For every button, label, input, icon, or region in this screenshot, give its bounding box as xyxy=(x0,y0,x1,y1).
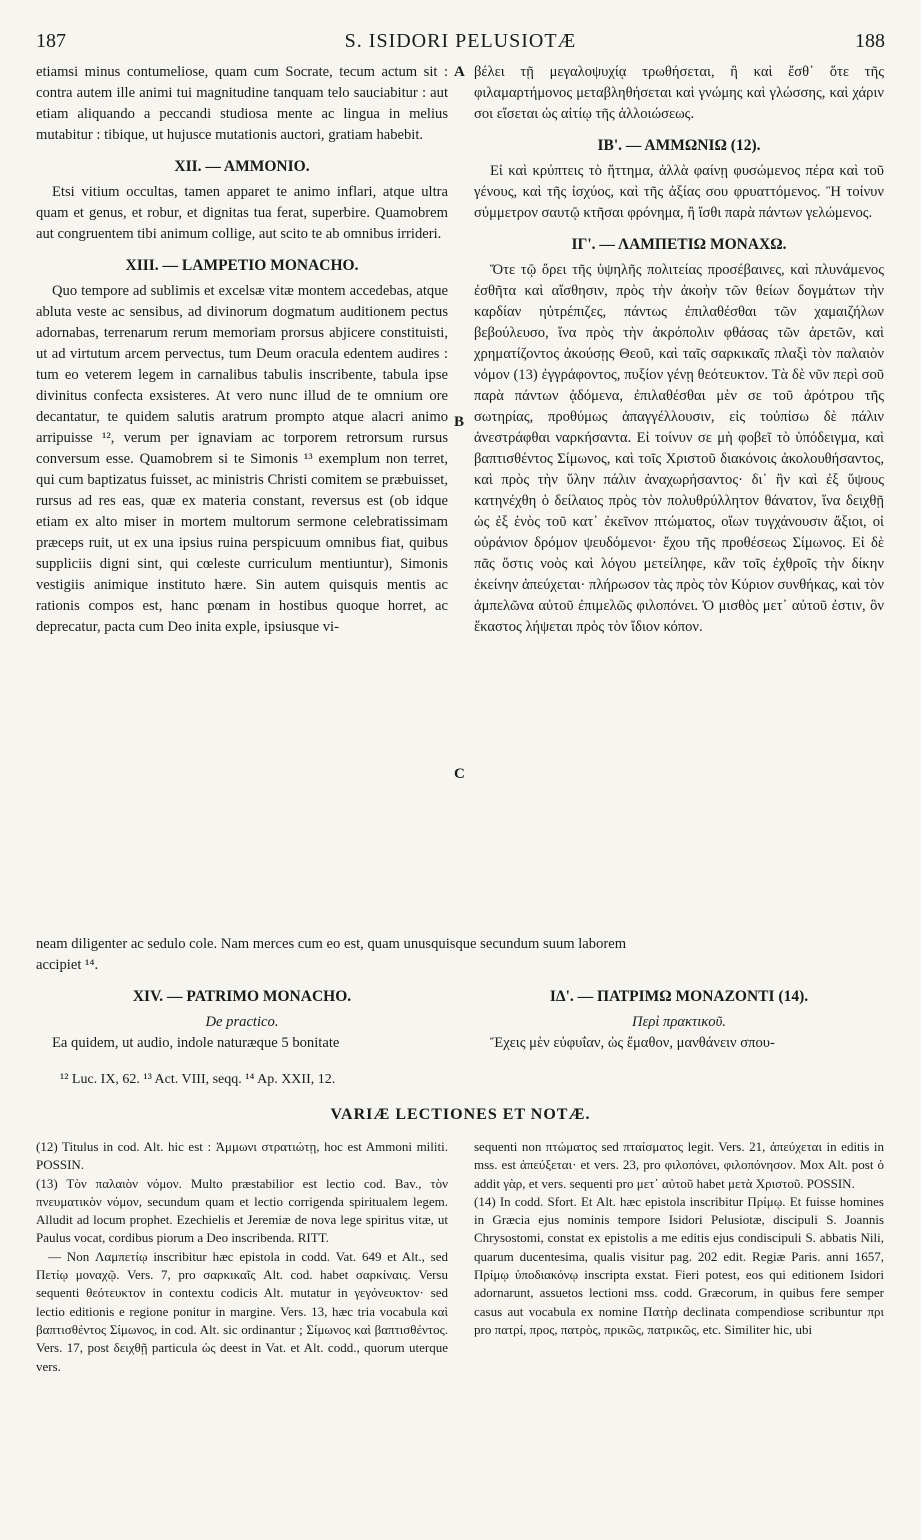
page-header xyxy=(36,30,885,58)
greek-letter-12: Εἰ καὶ κρύπτεις τὸ ἥττημα, ἀλλὰ φαίνῃ φυσώμενος πέρα καὶ τοῦ γένους, καὶ τῆς ἰσχύος, καὶ τῆς ἀξίας σου φρυαττόμενος. Ἢ τοίνυν σύμμετρον σαυτῷ κτῆσαι φρόνημα, ἢ ἴσθι παρὰ πάντων γελώμενος. xyxy=(474,163,884,221)
greek-intro: βέλει τῇ μεγαλοψυχίᾳ τρωθήσεται, ἢ καὶ ἔσθ᾽ ὅτε τῆς φιλαμαρτήμονος μεταβληθήσεται καὶ γνώμης καὶ γλώσσης, καὶ χάριν σοι εἴσεται ὡς αἰτίῳ τῆς ἀλλοιώσεως. xyxy=(474,64,884,122)
greek-column xyxy=(474,62,884,638)
latin-intro: etiamsi minus contumeliose, quam cum Socrate, tecum actum sit : contra autem ille animi tui magnitudine tanquam telo sauciabitur : aut etiam aliquando a peccandi studiosa mente ac lingua in melius mutabitur : tibique, ut hujusce mutationis auctori, gratiam habebit. xyxy=(36,64,448,143)
latin-letter-14: Ea quidem, ut audio, indole naturæque 5 bonitate xyxy=(52,1035,340,1051)
page-number-right: 188 xyxy=(855,30,885,52)
page-number-left: 187 xyxy=(36,30,66,52)
latin-column xyxy=(36,62,448,638)
latin-heading-12: XII. — AMMONIO. xyxy=(174,158,310,175)
latin-heading-14: XIV. — PATRIMO MONACHO. xyxy=(132,988,352,1005)
notes-right-column xyxy=(474,1138,884,1339)
latin-heading-13: XIII. — LAMPETIO MONACHO. xyxy=(125,257,359,274)
greek-letter-14: Ἔχεις μὲν εὐφυΐαν, ὡς ἔμαθον, μανθάνειν σπου- xyxy=(490,1035,775,1051)
latin-after: accipiet ¹⁴. xyxy=(36,957,99,973)
greek-heading-12: ΙΒ'. — ΑΜΜΩΝΙΩ (12). xyxy=(597,137,761,154)
greek-heading-14: ΙΔ'. — ΠΑΤΡΙΜΩ ΜΟΝΑΖΟΝΤΙ (14). xyxy=(549,988,809,1005)
note-paragraph: (13) Τὸν παλαιὸν νόμον. Multo præstabilior est lectio cod. Bav., τὸν πνευματικὸν νόμον, secundum quam et lectio corrigenda spiritualem legem. Alludit ad locum prophet. Ezechielis et Jeremiæ de nova lege spiritus vitæ, ut Paulus vocat, cordibus piorum a Deo inscribenda. RITT. xyxy=(36,1175,448,1246)
greek-letter-13: Ὅτε τῷ ὄρει τῆς ὑψηλῆς πολιτείας προσέβαινες, καὶ πλυνάμενος ἐσθῆτα καὶ αἴσθησιν, πρὸς τὴν ἀκοὴν τῶν θείων δογμάτων τὴν καρδίαν ηὐτρέπιζες, πάντως ἐπιλαθέσθαι τῶν χαμαιζήλων βεβούλευσο, ἵνα πρὸς τὴν ἀκρόπολιν φθάσας τῶν ἀρετῶν, καὶ χρηματίζοντος ἀκούσῃς Θεοῦ, καὶ ταῖς σαρκικαῖς πλαξὶ τὸν παλαιὸν νόμον (13) ἐγγράφοντος, πυξίον γένῃ θεότευκτον. Τὰ δὲ νῦν περὶ σοῦ παρὰ πάντων ᾀδόμενα, ἐπιλαθέσθαι μὲν σε τοῦ ἀρότρου τῆς σωτηρίας, προθύμως ἀπαγγέλλουσιν, εἰς τοὐπίσω δὲ πάλιν ἀνεστράφθαι ναρκήσαντα. Εἰ τοίνυν σε μὴ φοβεῖ τὸ ὑπόδειγμα, καὶ βαπτισθέντος Σίμωνος, καὶ τοῖς Χριστοῦ διακόνοις ἀκολουθήσαντος, καὶ πρὸς τὴν ὕλην πάλιν ἀναχωρήσαντος· δι᾽ ἣν καὶ ἐξ ὕψους κατηνέχθη ὁ δείλαιος πρὸς τὸν πολυθρύλλητον θάνατον, ἵνα δειχθῇ ὡς ἐξ ἑνὸς τοῦ κατ᾽ ἐκεῖνον πτώματος, οἵων τυγχάνουσιν ἄξιοι, οἱ οὐράνιον δρόμον ψευδόμενοι· ἔχου τῆς προθέσεως Σίμωνος. Εἰ δὲ πᾶς ὅστις νοὸς καὶ λόγου μετείληφε, κἂν τοῖς ἐχθροῖς τὴν δίκην ἐκείνην ἀπεύχεται· πλήρωσον τὰς πρὸς τὸν Κύριον συνθήκας, καὶ τὸν ἀμπελῶνα αὐτοῦ ἐπιμελῶς φιλοπόνει. Ὁ μισθὸς μετ᾽ αὐτοῦ ἐστιν, ὃν ἕκαστος λήψεται πρὸς τὸν ἴδιον κόπον. xyxy=(474,262,884,635)
note-paragraph: — Non Λαμπετίῳ inscribitur hæc epistola in codd. Vat. 649 et Alt., sed Πετίῳ μοναχῷ. Vers. 7, pro σαρκικαῖς Alt. cod. habet σαρκίναις. Versu sequenti θεότευκτον in contextu codicis Alt. mutatur in γεγόνευκτον· sed lectio editionis e regione ponitur in margine. Vers. 13, hæc tria vocabula καὶ βαπτισθέντος Σίμωνος, in cod. Alt. sic ordinantur ; Σίμωνος καὶ βαπτισθέντος. Vers. 17, post δειχθῇ particula ὡς deest in Vat. et Alt. codd., quorum uterque vers. xyxy=(36,1248,448,1374)
latin-column-lower xyxy=(36,955,448,1054)
spanning-line: neam diligenter ac sedulo cole. Nam merces cum eo est, quam unusquisque secundum suum laborem xyxy=(36,936,627,952)
latin-letter-12: Etsi vitium occultas, tamen apparet te animo inflari, atque ultra quam et genus, et robur, et dignitas tua ferat, superbire. Quamobrem aut congruentem tibi animum collige, aut scito te ab omnibus irrideri. xyxy=(36,184,448,242)
latin-letter-13: Quo tempore ad sublimis et excelsæ vitæ montem accedebas, atque abluta veste ac sensibus, ad divinorum dogmatum auditionem pectus adornabas, terrenarum rerum memoriam prorsus abjicere constituisti, ut ad virtutum arcem pervectus, tum Deum oracula edentem audires : tum eo veterem legem in carnalibus tabulis inscribente, tabula ipse divinitus confecta exsisteres. At vero nunc illud de te omnium ore decantatur, te quidem salutis aratrum prompto atque alacri animo arripuisse ¹², verum per ignaviam ac torporem retrorsum rursus conversum esse. Quamobrem si te Simonis ¹³ exemplum non terret, qui cum baptizatus fuisset, ac ministris Christi comitem se præbuisset, rursus ad res eas, quæ ex materia constant, reversus est (ob idque etiam ex alto miser in mortem multorum sermone celebratissimam præceps ruit, ut ex una ipsius ruina perspicuum omnibus fiat, quibus suppliciis digni sint, qui cœleste curriculum mentiuntur), Simonis vestigiis animique instituto hære. Sin autem quisquis mentis ac rationis compos est, hanc pœnam in hostibus quoque horret, ac deprecatur, pacta cum Deo inita exple, ipsiusque vi- xyxy=(36,283,448,635)
footnotes: ¹² Luc. IX, 62. ¹³ Act. VIII, seqq. ¹⁴ Ap. XXII, 12. xyxy=(60,1072,336,1087)
greek-column-lower xyxy=(474,976,884,1054)
note-paragraph: sequenti non πτώματος sed πταίσματος legit. Vers. 21, ἀπεύχεται in editis in mss. est ἀπεύξεται· et vers. 23, pro φιλοπόνει, φιλοπόνησον. Mox Alt. post ὁ addit γὰρ, et vers. sequenti pro μετ᾽ αὐτοῦ habet μετὰ Χριστοῦ. POSSIN. xyxy=(474,1139,884,1191)
margin-marker-a: A xyxy=(454,64,465,80)
margin-marker-b: B xyxy=(454,414,465,430)
notes-left-column xyxy=(36,1138,448,1376)
note-paragraph: (12) Titulus in cod. Alt. hic est : Ἀμμωνι στρατιώτῃ, hoc est Ammoni militi. POSSIN. xyxy=(36,1139,448,1173)
greek-heading-13: ΙΓ'. — ΛΑΜΠΕΤΙΩ ΜΟΝΑΧΩ. xyxy=(571,236,787,253)
variae-lectiones-title: VARIÆ LECTIONES ET NOTÆ. xyxy=(330,1106,591,1123)
margin-marker-c: C xyxy=(454,766,465,782)
greek-subtitle-14: Περὶ πρακτικοῦ. xyxy=(632,1014,726,1030)
running-title: S. ISIDORI PELUSIOTÆ xyxy=(344,30,577,52)
latin-subtitle-14: De practico. xyxy=(205,1014,279,1030)
note-paragraph: (14) In codd. Sfort. Et Alt. hæc epistola inscribitur Πρίμῳ. Et fuisse homines in Græcia ejus nominis tempore Isidori Pelusiotæ, discipuli S. Joannis Chrysostomi, constat ex epistolis a me editis ejus condiscipuli S. abbatis Nili, quarum ducentesima, qualis visitur pag. 202 edit. Regiæ Paris. anni 1657, Πρίμῳ ὑποδιακόνῳ inscripta exstat. Fieri potest, eos qui editionem Isidori adornarunt, assuetos lectioni mss. codd. Græcorum, in quibus fere semper casus aut vocabula ex nomine Πατὴρ declinata compendiose scribuntur πρι pro πατρί, προς, πατρὸς, πρικῶς, πατρικῶς, etc. Similiter hic, ubi xyxy=(474,1193,884,1337)
